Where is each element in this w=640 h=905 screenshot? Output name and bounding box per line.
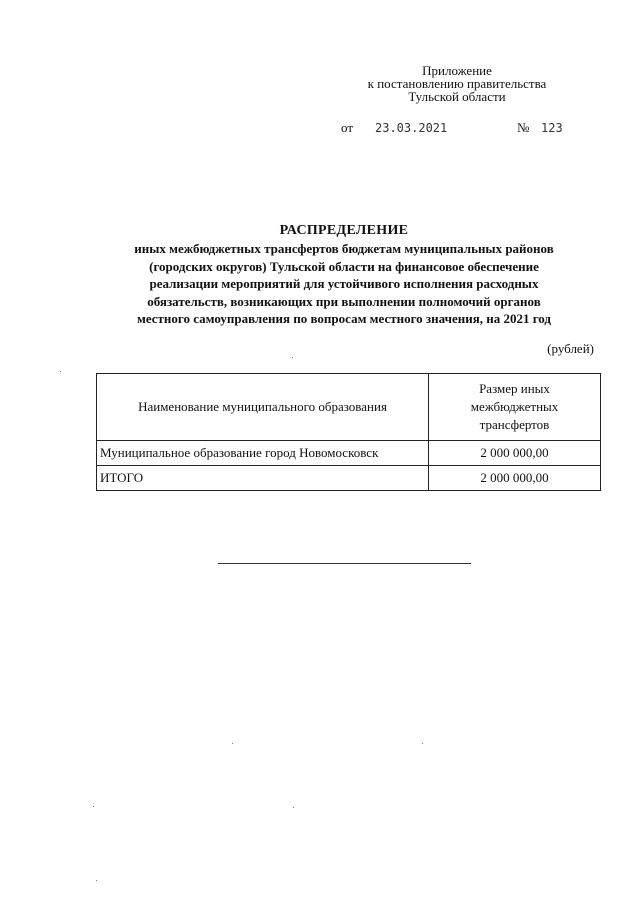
- table-header-row: [97, 374, 601, 441]
- scan-speck: [93, 806, 94, 807]
- annex-line-3: Тульской области: [408, 89, 506, 104]
- header-amount-line-2: межбюджетных: [470, 399, 559, 414]
- total-label: ИТОГО: [97, 466, 429, 491]
- scan-speck: [292, 357, 293, 358]
- number-prefix: №: [517, 120, 530, 135]
- total-row: [97, 466, 601, 491]
- distribution-table: [96, 373, 601, 491]
- document-date: 23.03.2021: [375, 121, 448, 135]
- scan-speck: [232, 743, 233, 744]
- title-line-4: обязательств, возникающих при выполнении полномочий органов: [147, 293, 541, 309]
- date-prefix: от: [341, 120, 354, 135]
- header-name: Наименование муниципального образования: [97, 374, 429, 441]
- title-line-2: (городских округов) Тульской области на финансовое обеспечение: [149, 258, 539, 274]
- scan-speck: [293, 807, 294, 808]
- total-amount: 2 000 000,00: [429, 466, 601, 491]
- scan-speck: [60, 371, 61, 372]
- annex-line-2: к постановлению правительства: [367, 76, 547, 91]
- row-municipality-name: Муниципальное образование город Новомосковск: [97, 441, 429, 466]
- header-amount-line-3: трансфертов: [479, 417, 550, 432]
- header-amount-line-1: Размер иных: [479, 381, 550, 396]
- closing-line: [218, 563, 471, 564]
- document-number: 123: [541, 121, 563, 135]
- table-row: [97, 441, 601, 466]
- header-amount: [429, 374, 601, 441]
- title-main: РАСПРЕДЕЛЕНИЕ: [279, 223, 409, 238]
- document-title: [80, 222, 608, 328]
- title-line-3: реализации мероприятий для устойчивого исполнения расходных: [149, 276, 539, 291]
- scan-speck: [422, 743, 423, 744]
- annex-header: [352, 64, 562, 103]
- row-amount: 2 000 000,00: [429, 441, 601, 466]
- units-label: (рублей): [547, 341, 594, 356]
- title-line-1: иных межбюджетных трансфертов бюджетам муниципальных районов: [134, 241, 554, 256]
- annex-line-1: Приложение: [422, 63, 492, 78]
- scan-speck: [96, 880, 97, 881]
- title-line-5: местного самоуправления по вопросам местного значения, на 2021 год: [136, 311, 552, 326]
